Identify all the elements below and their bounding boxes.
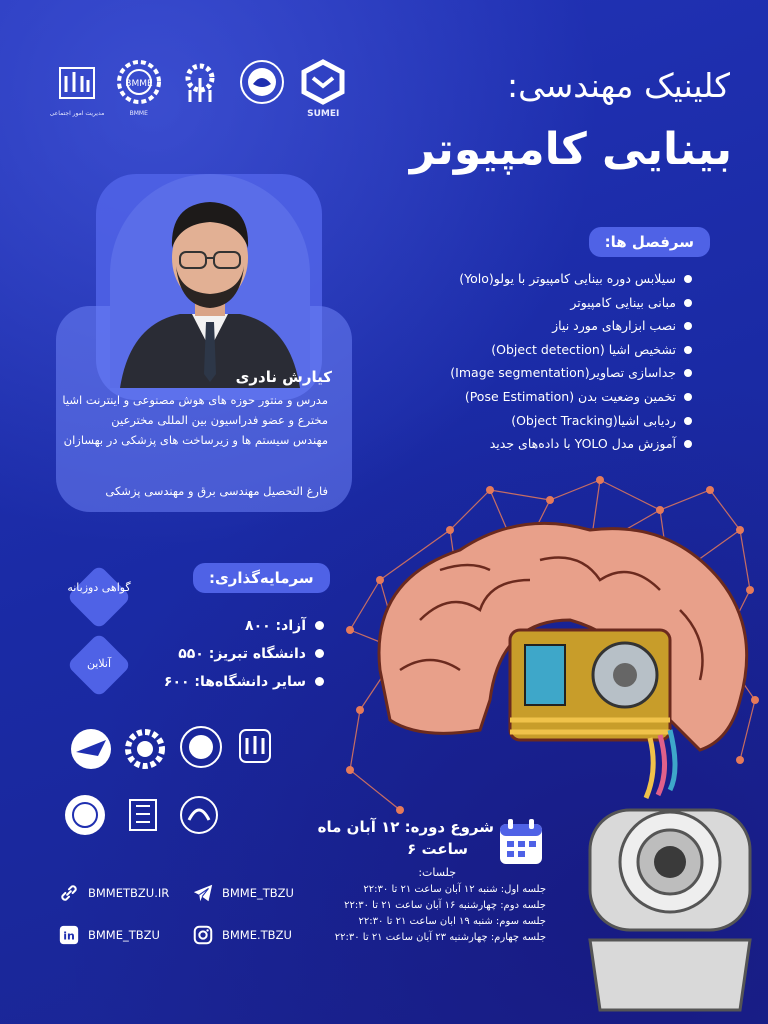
syllabus-item: مبانی بینایی کامپیوتر xyxy=(362,291,692,315)
syllabus-list xyxy=(362,267,692,456)
speaker-desc-line: مخترع و عضو فدراسیون بین المللی مخترعین xyxy=(111,413,328,427)
telegram-icon xyxy=(192,882,214,904)
speaker-portrait-icon xyxy=(110,174,310,388)
speaker-desc-line: مهندس سیستم ها و زیرساخت های پزشکی در بهسازان xyxy=(63,433,328,447)
svg-text:BMME: BMME xyxy=(125,79,153,89)
linkedin-text[interactable]: BMME_TBZU xyxy=(88,928,160,942)
sumei-logo-icon xyxy=(298,58,348,108)
svg-text:in: in xyxy=(63,929,75,943)
course-start-hour: ساعت ۶ xyxy=(407,840,468,858)
webcam-icon xyxy=(590,810,750,1010)
bmme-caption: BMME xyxy=(129,110,148,117)
partner-round-logo-icon xyxy=(62,792,108,838)
page-title-line1: کلینیک مهندسی: xyxy=(507,66,730,105)
sumei-logo xyxy=(297,58,351,122)
speaker-desc-line: مدرس و منتور حوزه های هوش مصنوعی و اینترنت اشیا xyxy=(62,393,328,407)
university-logo-icon xyxy=(52,58,102,108)
sessions-list xyxy=(306,882,546,946)
syllabus-item: جداسازی تصاویر(Image segmentation) xyxy=(362,361,692,385)
instagram-text[interactable]: BMME.TBZU xyxy=(222,928,292,942)
syllabus-item: تشخیص اشیا (Object detection) xyxy=(362,338,692,362)
contact-instagram[interactable] xyxy=(192,924,292,946)
calendar-icon xyxy=(498,818,544,866)
gear-logo xyxy=(174,58,228,122)
session-item: جلسه دوم: چهارشنبه ۱۶ آبان ساعت ۲۱ تا ۲۲:۳۰ xyxy=(344,900,546,911)
partner-gear-logo-icon xyxy=(122,726,168,772)
partner-crest-logo-icon xyxy=(176,792,222,838)
contact-telegram[interactable] xyxy=(192,882,294,904)
syllabus-item: سیلابس دوره بینایی کامپیوتر با یولو(Yolo) xyxy=(362,267,692,291)
university-caption: مدیریت امور اجتماعی xyxy=(49,110,105,117)
course-start-date: شروع دوره: ۱۲ آبان ماه xyxy=(317,818,494,836)
contact-website[interactable] xyxy=(58,882,169,904)
speaker-description xyxy=(38,390,328,450)
contact-linkedin[interactable] xyxy=(58,924,160,946)
syllabus-item: ردیابی اشیا(Object Tracking) xyxy=(362,409,692,433)
investment-item: دانشگاه تبریز: ۵۵۰ xyxy=(164,640,324,668)
partner-building-logo-icon xyxy=(120,792,166,838)
speaker-name: کیارش نادری xyxy=(235,368,332,386)
association-logo xyxy=(235,58,289,122)
bmme-logo xyxy=(112,58,166,122)
badge-online-label: آنلاین xyxy=(86,657,112,670)
page-title-line2: بینایی کامپیوتر xyxy=(409,124,732,175)
instagram-icon xyxy=(192,924,214,946)
website-text[interactable]: BMMETBZU.IR xyxy=(88,886,170,900)
investment-item: آزاد: ۸۰۰ xyxy=(164,612,324,640)
bmme-logo-icon xyxy=(114,58,164,108)
badge-bilingual-certificate xyxy=(66,564,131,629)
association-logo-icon xyxy=(237,58,287,108)
sumei-caption: SUMEI xyxy=(307,109,340,119)
syllabus-item: تخمین وضعیت بدن (Pose Estimation) xyxy=(362,385,692,409)
link-icon xyxy=(58,882,80,904)
partner-plane-logo-icon xyxy=(68,726,114,772)
session-item: جلسه اول: شنبه ۱۲ آبان ساعت ۲۱ تا ۲۲:۳۰ xyxy=(363,884,546,895)
syllabus-item: نصب ابزارهای مورد نیاز xyxy=(362,314,692,338)
university-logo xyxy=(50,58,104,122)
investment-list xyxy=(164,612,324,696)
investment-heading: سرمایه‌گذاری: xyxy=(193,563,330,593)
badge-bilingual-label: گواهی دوزبانه xyxy=(67,581,131,594)
top-logos xyxy=(50,58,350,133)
linkedin-icon xyxy=(58,924,80,946)
sessions-heading: جلسات: xyxy=(418,866,456,879)
telegram-text[interactable]: BMME_TBZU xyxy=(222,886,294,900)
speaker-education: فارغ التحصیل مهندسی برق و مهندسی پزشکی xyxy=(105,484,328,498)
gear-logo-icon xyxy=(175,58,225,108)
session-item: جلسه سوم: شنبه ۱۹ ابان ساعت ۲۱ تا ۲۲:۳۰ xyxy=(358,916,546,927)
partner-seal-logo-icon xyxy=(178,724,224,770)
syllabus-heading: سرفصل ها: xyxy=(589,227,710,257)
partner-emblem-logo-icon xyxy=(232,724,278,770)
investment-item: سایر دانشگاه‌ها: ۶۰۰ xyxy=(164,668,324,696)
syllabus-item: آموزش مدل YOLO با داده‌های جدید xyxy=(362,432,692,456)
session-item: جلسه چهارم: چهارشنبه ۲۳ آبان ساعت ۲۱ تا ۲۲:۳۰ xyxy=(334,932,546,943)
speaker-photo xyxy=(110,174,310,388)
